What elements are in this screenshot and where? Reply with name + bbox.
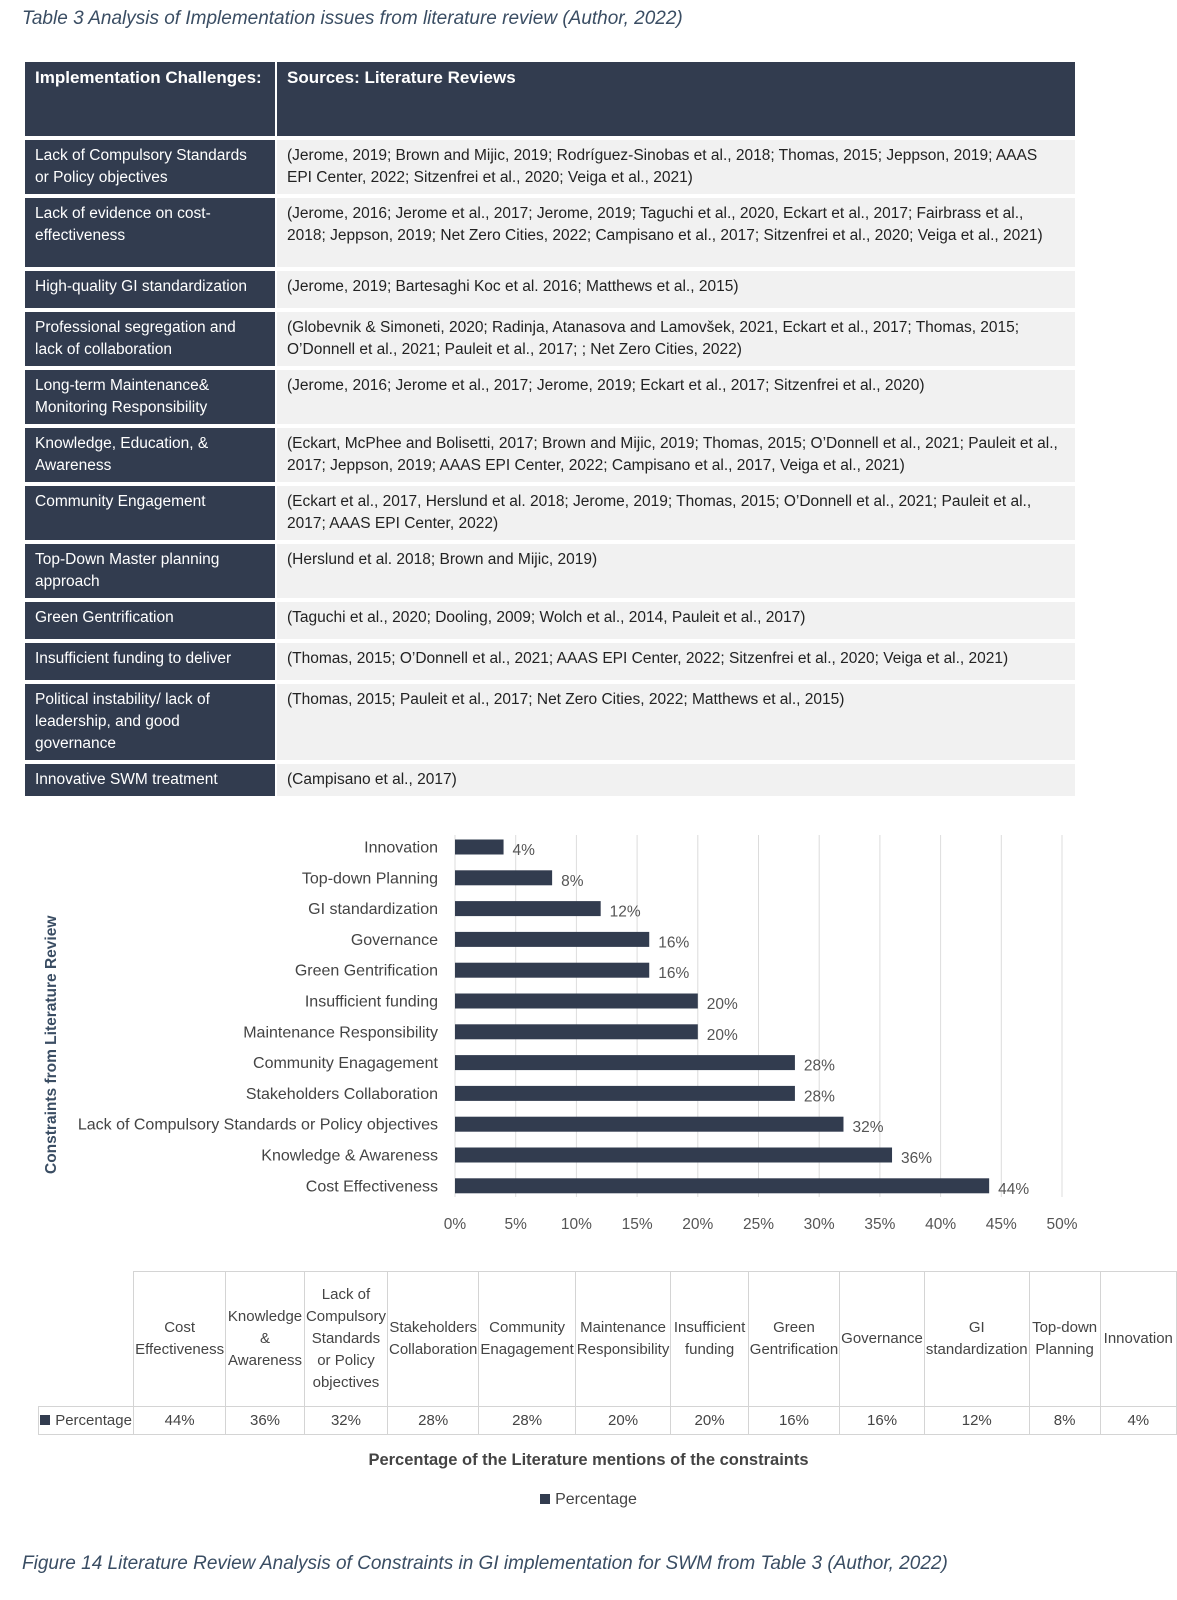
table-row (25, 602, 1075, 639)
x-tick-label: 30% (803, 1216, 835, 1233)
legend-swatch (40, 1415, 50, 1425)
data-table-value: 36% (226, 1407, 305, 1435)
table-row (25, 140, 1075, 194)
data-label: 4% (512, 842, 535, 859)
category-label: Cost Effectiveness (305, 1178, 438, 1196)
data-table-value: 12% (924, 1407, 1029, 1435)
challenge-cell: Political instability/ lack of leadership, and good governance (25, 684, 275, 760)
challenge-cell: High-quality GI standardization (25, 271, 275, 308)
bar (455, 840, 504, 855)
data-label: 28% (803, 1088, 835, 1106)
chart-data-table (38, 1271, 1177, 1435)
challenge-cell: Professional segregation and lack of collaboration (25, 312, 275, 366)
header-challenges: Implementation Challenges: (25, 62, 275, 136)
chart-y-axis-title: Constraints from Literature Review (43, 915, 60, 1174)
data-table-header: Cost Effectiveness (134, 1272, 226, 1407)
category-label: Governance (350, 931, 438, 949)
table-row (25, 428, 1075, 482)
x-tick-label: 25% (742, 1216, 775, 1233)
data-table-header: Lack of Compulsory Standards or Policy objectives (304, 1272, 387, 1407)
data-table-row-label (39, 1407, 134, 1435)
sources-cell: (Herslund et al. 2018; Brown and Mijic, 2019) (277, 544, 1075, 598)
bar (455, 963, 649, 978)
data-table-value: 20% (575, 1407, 671, 1435)
legend-label: Percentage (555, 1491, 637, 1508)
table-row (25, 764, 1075, 796)
data-table-value: 28% (479, 1407, 575, 1435)
table-row (25, 544, 1075, 598)
data-label: 28% (803, 1057, 835, 1075)
x-tick-label: 20% (682, 1216, 714, 1233)
data-table-value: 4% (1100, 1407, 1176, 1435)
data-table-header: Insufficient funding (671, 1272, 748, 1407)
figure-caption: Figure 14 Literature Review Analysis of Constraints in GI implementation for SWM from Table 3 (Author, 2022) (22, 1553, 948, 1574)
bar (455, 932, 649, 947)
bar (455, 870, 552, 885)
sources-cell: (Globevnik & Simoneti, 2020; Radinja, Atanasova and Lamovšek, 2021, Eckart et al., 2017; Thomas, 2015; O’Donnell et al., 2021; Pauleit et al., 2017; ; Net Zero Cities, 2022) (277, 312, 1075, 366)
challenge-cell: Community Engagement (25, 486, 275, 540)
data-label: 36% (901, 1150, 933, 1167)
data-label: 16% (658, 965, 690, 983)
table-header-row (25, 62, 1075, 136)
data-table-header: Top-down Planning (1029, 1272, 1100, 1407)
x-tick-label: 40% (925, 1216, 957, 1233)
bar (455, 1086, 795, 1101)
x-tick-label: 15% (621, 1216, 653, 1233)
sources-cell: (Thomas, 2015; Pauleit et al., 2017; Net Zero Cities, 2022; Matthews et al., 2015) (277, 684, 1075, 760)
data-label: 8% (561, 872, 584, 890)
data-table-value: 28% (387, 1407, 478, 1435)
x-tick-label: 5% (504, 1216, 527, 1233)
sources-cell: (Thomas, 2015; O’Donnell et al., 2021; AAAS EPI Center, 2022; Sitzenfrei et al., 2020; Veiga et al., 2021) (277, 643, 1075, 680)
data-label: 20% (706, 1026, 738, 1044)
table-row (25, 486, 1075, 540)
data-table-value: 16% (840, 1407, 925, 1435)
data-table-header: GI standardization (924, 1272, 1029, 1407)
bar (455, 901, 601, 916)
bar (455, 1178, 989, 1193)
sources-cell: (Eckart et al., 2017, Herslund et al. 2018; Jerome, 2019; Thomas, 2015; O’Donnell et al., 2021; Pauleit et al., 2017; AAAS EPI Center, 2022) (277, 486, 1075, 540)
x-tick-label: 45% (985, 1216, 1017, 1233)
sources-cell: (Campisano et al., 2017) (277, 764, 1075, 796)
table-row (25, 370, 1075, 424)
challenge-cell: Long-term Maintenance& Monitoring Responsibility (25, 370, 275, 424)
category-label: GI standardization (308, 901, 438, 919)
challenge-cell: Top-Down Master planning approach (25, 544, 275, 598)
data-table-header: Governance (840, 1272, 925, 1407)
challenge-cell: Green Gentrification (25, 602, 275, 639)
category-label: Maintenance Responsibility (243, 1024, 438, 1042)
data-label: 32% (852, 1119, 884, 1137)
header-sources: Sources: Literature Reviews (277, 62, 1075, 136)
category-label: Insufficient funding (304, 993, 438, 1011)
challenge-cell: Innovative SWM treatment (25, 764, 275, 796)
chart-legend (0, 1491, 1177, 1509)
x-tick-label: 10% (560, 1216, 592, 1233)
chart-x-axis-title: Percentage of the Literature mentions of the constraints (368, 1451, 809, 1469)
category-label: Community Enagagement (253, 1055, 438, 1073)
table-row (25, 312, 1075, 366)
data-table-corner (39, 1272, 134, 1407)
bar (455, 1024, 698, 1039)
category-label: Stakeholders Collaboration (245, 1085, 438, 1103)
table-caption: Table 3 Analysis of Implementation issues from literature review (Author, 2022) (22, 8, 683, 29)
data-table-header: Community Enagagement (479, 1272, 575, 1407)
bar (455, 994, 698, 1009)
row-label-text: Percentage (55, 1411, 132, 1429)
table-row (25, 684, 1075, 760)
bar (455, 1055, 795, 1070)
challenge-cell: Insufficient funding to deliver (25, 643, 275, 680)
table-row (25, 271, 1075, 308)
sources-cell: (Taguchi et al., 2020; Dooling, 2009; Wolch et al., 2014, Pauleit et al., 2017) (277, 602, 1075, 639)
data-table-value: 44% (134, 1407, 226, 1435)
data-table-value-row (39, 1407, 1177, 1435)
sources-cell: (Jerome, 2019; Brown and Mijic, 2019; Rodríguez-Sinobas et al., 2018; Thomas, 2015; Jeppson, 2019; AAAS EPI Center, 2022; Sitzenfrei et al., 2020; Veiga et al., 2021) (277, 140, 1075, 194)
data-table-header: Green Gentrification (748, 1272, 839, 1407)
data-table-header: Stakeholders Collaboration (387, 1272, 478, 1407)
data-table-header-row (39, 1272, 1177, 1407)
data-table-value: 8% (1029, 1407, 1100, 1435)
x-tick-label: 35% (864, 1216, 896, 1233)
legend-swatch (540, 1494, 550, 1504)
implementation-table (23, 58, 1077, 800)
category-label: Top-down Planning (301, 870, 438, 888)
category-label: Lack of Compulsory Standards or Policy objectives (77, 1116, 438, 1134)
data-table-header: Innovation (1100, 1272, 1176, 1407)
challenge-cell: Knowledge, Education, & Awareness (25, 428, 275, 482)
x-tick-label: 0% (443, 1216, 467, 1233)
constraints-bar-chart (0, 835, 1177, 1255)
data-table-value: 32% (304, 1407, 387, 1435)
data-label: 44% (998, 1180, 1030, 1198)
challenge-cell: Lack of evidence on cost-effectiveness (25, 198, 275, 267)
category-label: Green Gentrification (294, 962, 438, 980)
data-label: 20% (706, 996, 738, 1013)
sources-cell: (Jerome, 2016; Jerome et al., 2017; Jerome, 2019; Taguchi et al., 2020, Eckart et al., 2017; Fairbrass et al., 2018; Jeppson, 2019; Net Zero Cities, 2022; Campisano et al., 2017; Sitzenfrei et al., 2020; Veiga et al., 2021) (277, 198, 1075, 267)
data-table-value: 20% (671, 1407, 748, 1435)
sources-cell: (Jerome, 2016; Jerome et al., 2017; Jerome, 2019; Eckart et al., 2017; Sitzenfrei et al., 2020) (277, 370, 1075, 424)
category-label: Innovation (364, 839, 438, 857)
data-label: 12% (609, 903, 641, 921)
challenge-cell: Lack of Compulsory Standards or Policy objectives (25, 140, 275, 194)
bar (455, 1148, 892, 1163)
sources-cell: (Jerome, 2019; Bartesaghi Koc et al. 2016; Matthews et al., 2015) (277, 271, 1075, 308)
table-row (25, 643, 1075, 680)
data-table-value: 16% (748, 1407, 839, 1435)
x-tick-label: 50% (1046, 1216, 1078, 1233)
sources-cell: (Eckart, McPhee and Bolisetti, 2017; Brown and Mijic, 2019; Thomas, 2015; O’Donnell et al., 2021; Pauleit et al., 2017; Jeppson, 2019; AAAS EPI Center, 2022; Campisano et al., 2017, Veiga et al., 2021) (277, 428, 1075, 482)
bar (455, 1117, 843, 1132)
category-label: Knowledge & Awareness (261, 1147, 438, 1165)
data-label: 16% (658, 934, 690, 952)
data-table-header: Maintenance Responsibility (575, 1272, 671, 1407)
data-table-header: Knowledge & Awareness (226, 1272, 305, 1407)
table-row (25, 198, 1075, 267)
